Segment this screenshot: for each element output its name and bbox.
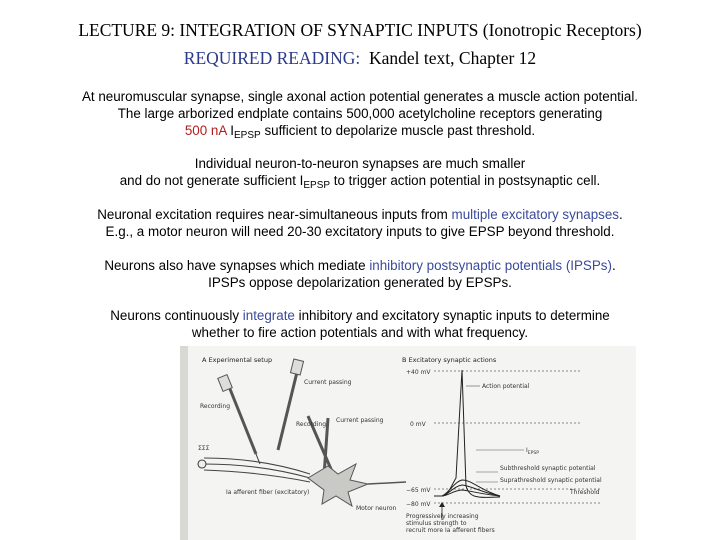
panel-b-heading: B Excitatory synaptic actions [402,356,497,364]
p5-line2: whether to fire action potentials and with what frequency. [191,325,529,340]
label-motor-neuron: Motor neuron [356,505,397,512]
p2-line2-tail: to trigger action potential in postsynaptic cell. [333,173,601,188]
current-symbol: I [230,123,235,138]
label-current-passing-top: Current passing [304,379,352,386]
figure-drawing [180,346,636,540]
paragraph-neuron-synapses [0,155,720,191]
paragraph-integration [0,307,720,341]
p4-line1-end: . [611,258,616,273]
p2-line2-head: and do not generate sufficient I [119,173,304,188]
axis-label-minus80: −80 mV [406,501,431,508]
p2-line2 [0,172,720,191]
p3-line1-head: Neuronal excitation requires near-simultaneous inputs from [97,207,448,222]
label-suprathreshold: Suprathreshold synaptic potential [500,477,602,484]
reading-source: Kandel text, Chapter 12 [369,48,537,68]
label-group: ΣΣΣ [198,445,210,452]
panel-a-heading: A Experimental setup [202,356,273,364]
p3-highlight: multiple excitatory synapses [451,207,620,222]
p5-line1-head: Neurons continuously [110,308,240,323]
required-reading [0,48,720,69]
label-recording-mid: Recording [296,421,327,428]
p2-line1: Individual neuron-to-neuron synapses are much smaller [194,156,526,171]
axis-label-minus65: −65 mV [406,487,431,494]
p1-line3-tail: sufficient to depolarize muscle past threshold. [264,123,536,138]
axis-label-plus40: +40 mV [406,369,431,376]
p2-current-subscript: EPSP [303,180,331,191]
p3-line2: E.g., a motor neuron will need 20-30 excitatory inputs to give EPSP beyond threshold. [105,224,615,239]
label-afferent-fiber: Ia afferent fiber (excitatory) [226,489,310,496]
current-subscript: EPSP [234,130,261,141]
p1-line2: The large arborized endplate contains 500,000 acetylcholine receptors generating [117,106,603,121]
paragraph-inhibitory [0,257,720,291]
p5-highlight: integrate [242,308,295,323]
lecture-title: LECTURE 9: INTEGRATION OF SYNAPTIC INPUTS (Ionotropic Receptors) [78,20,642,40]
paragraph-excitation [0,206,720,240]
p4-line1 [0,257,720,274]
current-amount: 500 nA [184,123,227,138]
p3-line1 [0,206,720,223]
label-iepsp: $I_{EPSP}$ [526,447,539,456]
p4-highlight: inhibitory postsynaptic potentials (IPSPs) [369,258,612,273]
axis-label-zero: 0 mV [410,421,426,428]
label-current-passing-right: Current passing [336,417,384,424]
p5-line1-tail: inhibitory and excitatory synaptic inputs to determine [298,308,610,323]
label-threshold: Threshold [570,489,600,496]
caption-line-2: stimulus strength to [406,520,467,527]
caption-line-1: Progressively increasing [406,513,479,520]
synaptic-figure [180,346,636,540]
paragraph-neuromuscular [0,88,720,141]
p1-line3 [0,122,720,141]
p4-line1-head: Neurons also have synapses which mediate [104,258,366,273]
caption-line-3: recruit more Ia afferent fibers [406,527,495,534]
p1-line1: At neuromuscular synapse, single axonal action potential generates a muscle action potential. [81,89,639,104]
label-subthreshold: Subthreshold synaptic potential [500,465,596,472]
label-action-potential: Action potential [482,383,530,390]
reading-prefix: REQUIRED READING: [183,48,361,68]
p5-line1 [0,307,720,324]
p4-line2: IPSPs oppose depolarization generated by EPSPs. [208,275,512,290]
label-recording-left: Recording [200,403,231,410]
p3-line1-end: . [619,207,623,222]
